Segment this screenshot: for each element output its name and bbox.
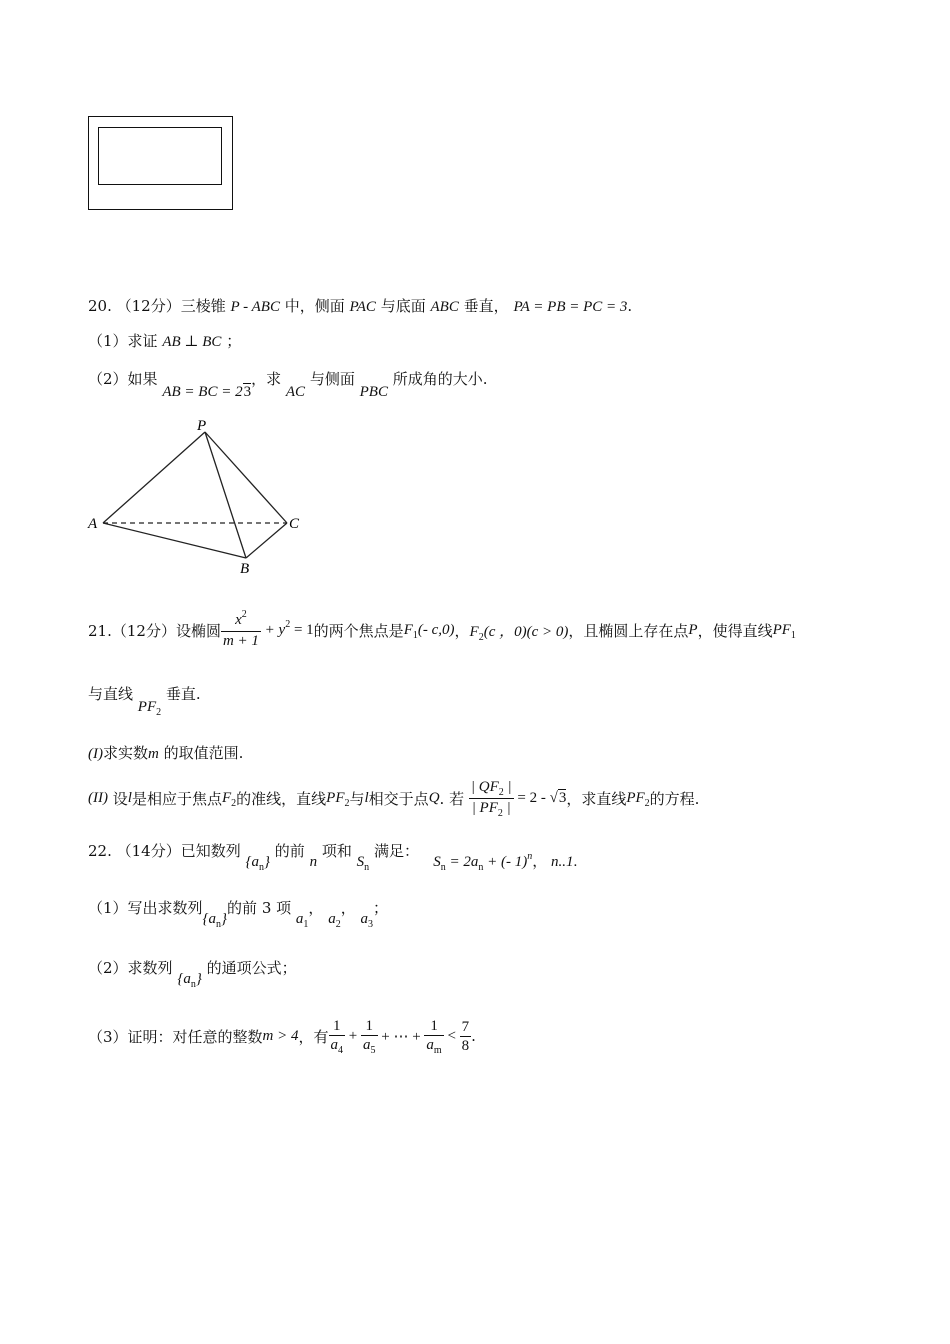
ellipse-fraction: $\frac{x^2}{m + 1}$ bbox=[222, 608, 259, 649]
q21-partII: (II) 设 l 是相应于焦点 $F_2$ 的准线，直线 $PF_2$ 与 l 相交于点 Q . 若 $\frac{| QF_2 |}{| PF_2 |}$ = 2 - √3 ，求直线 $PF_2$ 的方程. bbox=[88, 778, 700, 819]
q20-part1: （1）求证 AB ⊥ BC ； bbox=[88, 332, 242, 350]
edge-BC bbox=[246, 523, 287, 558]
q21-line2: 与直线 $PF_2$ 垂直. bbox=[88, 685, 201, 718]
vertex-label-A: A bbox=[88, 516, 98, 532]
q22-part3: （3）证明：对任意的整数 m > 4 ，有 $\frac{1}{a_4}$ + $\frac{1}{a_5}$ + ⋯ + $\frac{1}{a_m}$ < $\frac{7}{8}$ . bbox=[88, 1017, 476, 1056]
edge-AB bbox=[103, 523, 246, 558]
edge-PA bbox=[103, 432, 205, 523]
focal-ratio-fraction: $\frac{| QF_2 |}{| PF_2 |}$ bbox=[470, 778, 512, 819]
edge-PB bbox=[205, 432, 246, 558]
q21-partI: (I)求实数m 的取值范围. bbox=[88, 744, 244, 762]
edge-PC bbox=[205, 432, 287, 523]
vertex-label-P: P bbox=[197, 418, 207, 434]
pyramid-figure bbox=[80, 415, 320, 585]
vertex-label-C: C bbox=[289, 516, 300, 532]
q22-part1: （1）写出求数列$\{a_n\}$的前 3 项 $a_1$， $a_2$， $a_3$； bbox=[88, 899, 389, 930]
q20-statement: 20. （12分）三棱锥 P - ABC 中，侧面 PAC 与底面 ABC 垂直， PA = PB = PC = 3. bbox=[88, 297, 633, 315]
q20-part2: （2）如果 AB = BC = 23，求 AC 与侧面 PBC 所成角的大小. bbox=[88, 370, 488, 400]
figure-inner-frame bbox=[98, 127, 222, 185]
q21-statement: 21.（12分）设椭圆 $\frac{x^2}{m + 1}$ + $y^2 = 1$ 的两个焦点是 $F_1(-$ c,0) ， $F_2(c$ ，0)(c > 0) ，且椭圆上存在点 P ，使得直线 $PF_1$ bbox=[88, 608, 796, 649]
q22-statement: 22. （14分）已知数列 $\{a_n\}$ 的前 n 项和 $S_n$ 满足： $S_n = 2a_n$ + (- 1)$^n$， n..1. bbox=[88, 842, 578, 873]
vertex-label-B: B bbox=[240, 561, 250, 577]
q22-part2: （2）求数列 $\{a_n\}$ 的通项公式； bbox=[88, 959, 297, 990]
